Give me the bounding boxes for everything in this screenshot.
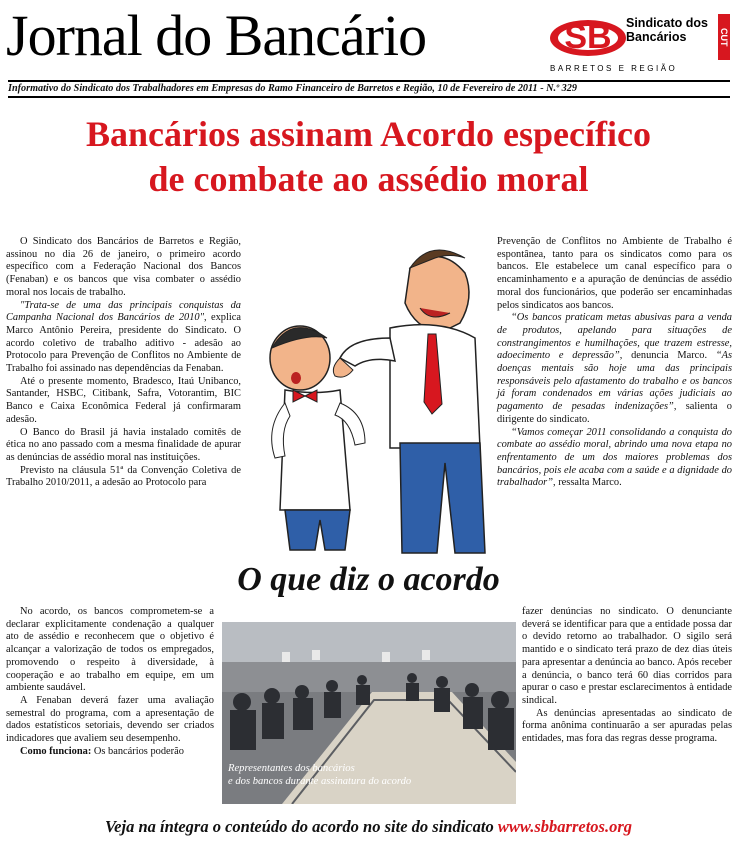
article-paragraph: Como funciona: Os bancários poderão (20, 745, 184, 757)
article-paragraph: "Trata-se de uma das principais conquistas da Campanha Nacional dos Bancários de 2010", explica Marco Antônio Pereira, presidente do Sindicato. O acordo coletivo de trabalho aditivo - adesão ao Protocolo para Prevenção de Conflitos no Ambiente de Trabalho foi assinado nas dependências da Fenaban. (6, 299, 241, 375)
article-paragraph: “Vamos começar 2011 consolidando a conquista do combate ao assédio moral, abrindo uma nova etapa no enfrentamento de um dos maiores problemas dos bancários, pois ele acaba com a saúde e a dignidade do trabalhador”, ressalta Marco. (497, 426, 732, 489)
newspaper-title: Jornal do Bancário (6, 3, 427, 68)
headline-line-2: de combate ao assédio moral (148, 159, 589, 199)
header-rule-bottom (8, 96, 730, 98)
sb-logo-icon (548, 8, 628, 60)
logo-text-region: BARRETOS E REGIÃO (550, 64, 678, 73)
quote-2011: “Vamos começar 2011 consolidando a conquista do combate ao assédio moral, abrindo uma nova etapa no enfrentamento de um dos maiores problemas dos bancários, pois ele acaba com a saúde e a dignidade do trabalhador” (497, 426, 732, 489)
article-column-left (6, 236, 241, 490)
how-it-works-label: Como funciona: (20, 745, 92, 757)
article-paragraph: Previsto na cláusula 51ª da Convenção Coletiva de Trabalho 2010/2011, a adesão ao Protocolo para (6, 464, 241, 489)
article-paragraph: fazer denúncias no sindicato. O denunciante deverá se identificar para que a entidade possa dar o devido retorno ao trabalhador. O sigilo será mantido e o sindicato terá prazo de dez dias úteis para apresentar a denúncia ao banco. Após receber a denúncia, o banco terá 60 dias corridos para apurar o caso e prestar esclarecimentos à entidade sindical. (522, 606, 733, 706)
article-paragraph: O Sindicato dos Bancários de Barretos e Região, assinou no dia 26 de janeiro, o primeiro acordo específico com a Federação Nacional dos Bancos (Fenaban) e os bancos que visa combater o assédio moral nos locais de trabalho. (6, 236, 241, 298)
agreement-column-left (6, 606, 214, 758)
union-logo (548, 8, 734, 72)
article-paragraph: Prevenção de Conflitos no Ambiente de Trabalho é espontânea, tanto para os sindicatos como para os bancos. Ele estabelece um canal específico para o encaminhamento e a apuração de denúncias de assédio moral dos funcionários, que poderão ser encaminhadas pelos sindicatos aos bancos. (497, 236, 732, 311)
logo-text-sindicato: Sindicato dos (626, 16, 708, 30)
article-paragraph: As denúncias apresentadas ao sindicato de forma anônima continuarão a ser apuradas pelas entidades, mas fora das regras desse programa. (522, 707, 732, 745)
issue-subtitle: Informativo do Sindicato dos Trabalhadores em Empresas do Ramo Financeiro de Barretos e Região, 10 de Fevereiro de 2011 - N.º 329 (8, 83, 577, 94)
photo-caption: Representantes dos bancários e dos bancos durante assinatura do acordo (228, 763, 412, 787)
article-paragraph: Até o presente momento, Bradesco, Itaú Unibanco, Santander, HSBC, Citibank, Safra, Votorantim, BIC Banco e Caixa Econômica Federal já confirmaram adesão. (6, 375, 241, 425)
footer-text: Veja na íntegra o conteúdo do acordo no site do sindicato (105, 817, 494, 836)
logo-text-bancarios: Bancários (626, 30, 687, 44)
main-headline (0, 112, 737, 202)
cartoon-illustration (260, 228, 492, 558)
quote-metas: “Os bancos praticam metas abusivas para a venda de produtos, apelando para situações de constrangimentos e humilhações, que trazem estresse, adoecimento e depressão” (497, 312, 732, 362)
sb-logo-mark: SB (564, 18, 612, 56)
meeting-photo (222, 622, 516, 804)
website-link[interactable]: www.sbbarretos.org (497, 817, 632, 836)
president-quote: "Trata-se de uma das principais conquistas da Campanha Nacional dos Bancários de 2010" (6, 299, 241, 324)
headline-line-1: Bancários assinam Acordo específico (86, 114, 651, 154)
section-heading: O que diz o acordo (237, 561, 500, 598)
article-paragraph: “Os bancos praticam metas abusivas para a venda de produtos, apelando para situações de constrangimentos e humilhações, que trazem estresse, adoecimento e depressão”, denuncia Marco. “As doenças mentais são hoje uma das principais responsáveis pelo afastamento do trabalho e os bancos já foram condenados em várias ações judiciais ao pagamento de pesadas indenizações”, salienta o dirigente do sindicato. (497, 312, 732, 425)
cut-badge: CUT (718, 14, 730, 60)
article-paragraph: No acordo, os bancos comprometem-se a declarar explicitamente condenação a qualquer ato de assédio e reconhecem que o objetivo é alcançar a valorização de todos os empregados, promovendo o respeito à diversidade, à cooperação e ao trabalho em equipe, em um ambiente saudável. (6, 606, 214, 694)
quote-doencas: “As doenças mentais são hoje uma das principais responsáveis pelo afastamento do trabalho e os bancos já foram condenados em várias ações judiciais ao pagamento de pesadas indenizações” (497, 350, 732, 413)
article-column-right (497, 236, 732, 490)
article-paragraph: A Fenaban deverá fazer uma avaliação semestral do programa, com a apresentação de dados estatísticos setoriais, devendo ser criados indicadores que avaliem seu desempenho. (6, 694, 214, 745)
footer-callout (0, 814, 737, 840)
shouting-boss-figure (333, 250, 485, 553)
agreement-column-right (522, 606, 732, 746)
masthead (0, 0, 737, 86)
article-paragraph: O Banco do Brasil já havia instalado comitês de ética no ano passado com a mesma finalidade de apurar as denúncias de assédio moral nas instituições. (6, 426, 241, 463)
